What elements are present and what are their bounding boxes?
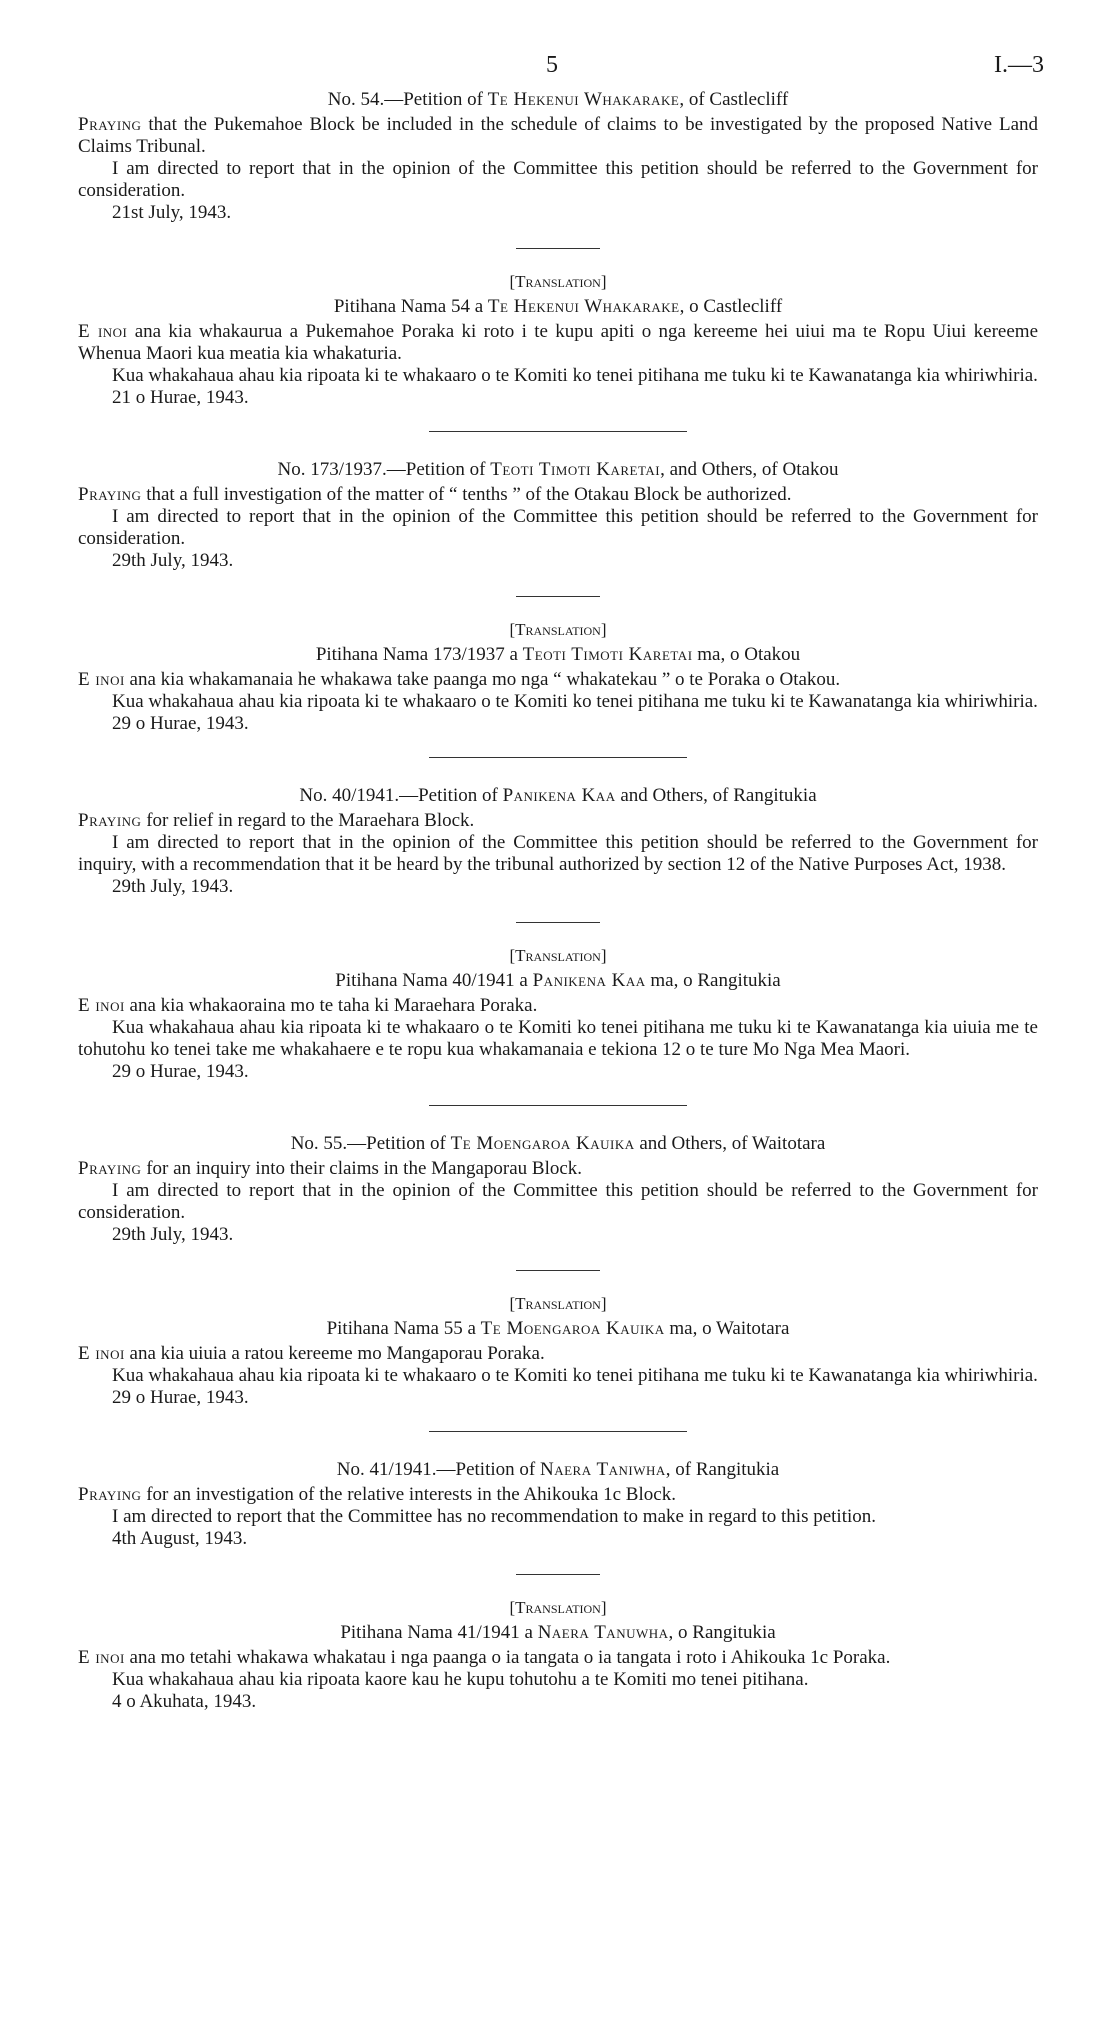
report-paragraph: I am directed to report that in the opinion of the Committee this petition should be referred to the Government for inquiry, with a recommendation that it be heard by the tribunal authorized by section 12 of the Native Purposes Act, 1938. [78, 832, 1038, 875]
petition-date: 29th July, 1943. [112, 876, 234, 897]
report-paragraph: I am directed to report that in the opinion of the Committee this petition should be referred to the Government for consideration. [78, 158, 1038, 201]
report-paragraph: Kua whakahaua ahau kia ripoata kaore kau he kupu tohutohu a te Komiti mo tenei pitihana. [112, 1669, 809, 1690]
petition-40-translation [78, 945, 1038, 1083]
petitioner-name: Teoti Timoti Karetai [490, 459, 661, 480]
petition-title: No. 173/1937.—Petition of Teoti Timoti Karetai, and Others, of Otakou [277, 459, 839, 480]
petitioner-name: Teoti Timoti Karetai [522, 644, 693, 665]
petition-title: No. 41/1941.—Petition of Naera Taniwha, of Rangitukia [336, 1459, 780, 1480]
petition-date: 29 o Hurae, 1943. [112, 1387, 249, 1408]
petition-54-english [78, 88, 1038, 224]
petition-title: No. 54.—Petition of Te Hekenui Whakarake, of Castlecliff [327, 89, 789, 110]
petition-title: Pitihana Nama 40/1941 a Panikena Kaa ma, o Rangitukia [335, 970, 781, 991]
translation-label: [Translation] [509, 946, 607, 965]
petitioner-name: Te Hekenui Whakarake [487, 296, 680, 317]
divider-long [429, 431, 687, 432]
translation-label: [Translation] [509, 1294, 607, 1313]
petition-date: 29th July, 1943. [112, 1224, 234, 1245]
petition-date: 29th July, 1943. [112, 550, 234, 571]
praying-paragraph: Praying that a full investigation of the matter of “ tenths ” of the Otakau Block be authorized. [78, 484, 792, 505]
petition-title: No. 40/1941.—Petition of Panikena Kaa and Others, of Rangitukia [299, 785, 817, 806]
petitioner-name: Naera Taniwha [539, 1459, 666, 1480]
praying-paragraph: E inoi ana kia whakaoraina mo te taha ki Maraehara Poraka. [78, 995, 538, 1016]
petitioner-name: Panikena Kaa [532, 970, 646, 991]
petition-54-translation [78, 271, 1038, 409]
document-reference: I.—3 [994, 52, 1044, 78]
praying-paragraph: E inoi ana mo tetahi whakawa whakatau i nga paanga o ia tangata o ia tangata i roto i Ahikouka 1c Poraka. [78, 1647, 891, 1668]
praying-paragraph: E inoi ana kia uiuia a ratou kereeme mo Mangaporau Poraka. [78, 1343, 545, 1364]
petition-date: 21st July, 1943. [112, 202, 232, 223]
divider-long [429, 1105, 687, 1106]
petition-173-translation [78, 619, 1038, 735]
petitioner-name: Panikena Kaa [502, 785, 616, 806]
petitioner-name: Naera Tanuwha [537, 1622, 669, 1643]
petition-173-english [78, 458, 1038, 572]
report-paragraph: I am directed to report that in the opinion of the Committee this petition should be referred to the Government for consideration. [78, 506, 1038, 549]
translation-label: [Translation] [509, 272, 607, 291]
report-paragraph: Kua whakahaua ahau kia ripoata ki te whakaaro o te Komiti ko tenei pitihana me tuku ki te Kawanatanga kia whiriwhiria. [112, 691, 1038, 712]
petition-title: Pitihana Nama 54 a Te Hekenui Whakarake, o Castlecliff [333, 296, 783, 317]
divider-long [429, 757, 687, 758]
report-paragraph: I am directed to report that the Committee has no recommendation to make in regard to this petition. [112, 1506, 877, 1527]
petition-41-english [78, 1458, 1038, 1550]
praying-paragraph: Praying for an inquiry into their claims in the Mangaporau Block. [78, 1158, 583, 1179]
report-paragraph: Kua whakahaua ahau kia ripoata ki te whakaaro o te Komiti ko tenei pitihana me tuku ki te Kawanatanga kia uiuia me te tohutohu ko tenei take me whakahaere e te ropu kua whakamanaia e tekiona 12 o te ture Mo Nga Mea Maori. [78, 1017, 1038, 1060]
report-paragraph: Kua whakahaua ahau kia ripoata ki te whakaaro o te Komiti ko tenei pitihana me tuku ki te Kawanatanga kia whiriwhiria. [112, 1365, 1038, 1386]
page-header [0, 52, 1114, 82]
petition-55-english [78, 1132, 1038, 1246]
petition-40-english [78, 784, 1038, 898]
petition-title: Pitihana Nama 41/1941 a Naera Tanuwha, o Rangitukia [340, 1622, 776, 1643]
divider-short [516, 248, 600, 249]
translation-label: [Translation] [509, 1598, 607, 1617]
petition-41-translation [78, 1597, 1038, 1713]
document-body [78, 88, 1038, 1713]
petition-55-translation [78, 1293, 1038, 1409]
divider-short [516, 596, 600, 597]
divider-short [516, 1270, 600, 1271]
petition-date: 4th August, 1943. [112, 1528, 248, 1549]
report-paragraph: I am directed to report that in the opinion of the Committee this petition should be referred to the Government for consideration. [78, 1180, 1038, 1223]
petition-date: 21 o Hurae, 1943. [112, 387, 249, 408]
petition-title: Pitihana Nama 55 a Te Moengaroa Kauika ma, o Waitotara [326, 1318, 790, 1339]
praying-paragraph: E inoi ana kia whakaurua a Pukemahoe Poraka ki roto i te kupu apiti o nga kereeme hei uiui ma te Ropu Uiui kereeme Whenua Maori kua meatia kia whakaturia. [78, 321, 1038, 364]
page-number: 5 [546, 52, 558, 78]
petition-date: 29 o Hurae, 1943. [112, 713, 249, 734]
praying-paragraph: Praying for relief in regard to the Maraehara Block. [78, 810, 475, 831]
petition-title: No. 55.—Petition of Te Moengaroa Kauika and Others, of Waitotara [290, 1133, 826, 1154]
translation-label: [Translation] [509, 620, 607, 639]
divider-short [516, 922, 600, 923]
report-paragraph: Kua whakahaua ahau kia ripoata ki te whakaaro o te Komiti ko tenei pitihana me tuku ki te Kawanatanga kia whiriwhiria. [112, 365, 1038, 386]
petition-date: 29 o Hurae, 1943. [112, 1061, 249, 1082]
divider-short [516, 1574, 600, 1575]
praying-paragraph: Praying for an investigation of the relative interests in the Ahikouka 1c Block. [78, 1484, 676, 1505]
petition-title: Pitihana Nama 173/1937 a Teoti Timoti Karetai ma, o Otakou [315, 644, 801, 665]
petitioner-name: Te Hekenui Whakarake [487, 89, 680, 110]
petitioner-name: Te Moengaroa Kauika [480, 1318, 665, 1339]
petition-date: 4 o Akuhata, 1943. [112, 1691, 257, 1712]
praying-paragraph: E inoi ana kia whakamanaia he whakawa take paanga mo nga “ whakatekau ” o te Poraka o Otakou. [78, 669, 841, 690]
petitioner-name: Te Moengaroa Kauika [450, 1133, 635, 1154]
divider-long [429, 1431, 687, 1432]
praying-paragraph: Praying that the Pukemahoe Block be included in the schedule of claims to be investigated by the proposed Native Land Claims Tribunal. [78, 114, 1038, 157]
